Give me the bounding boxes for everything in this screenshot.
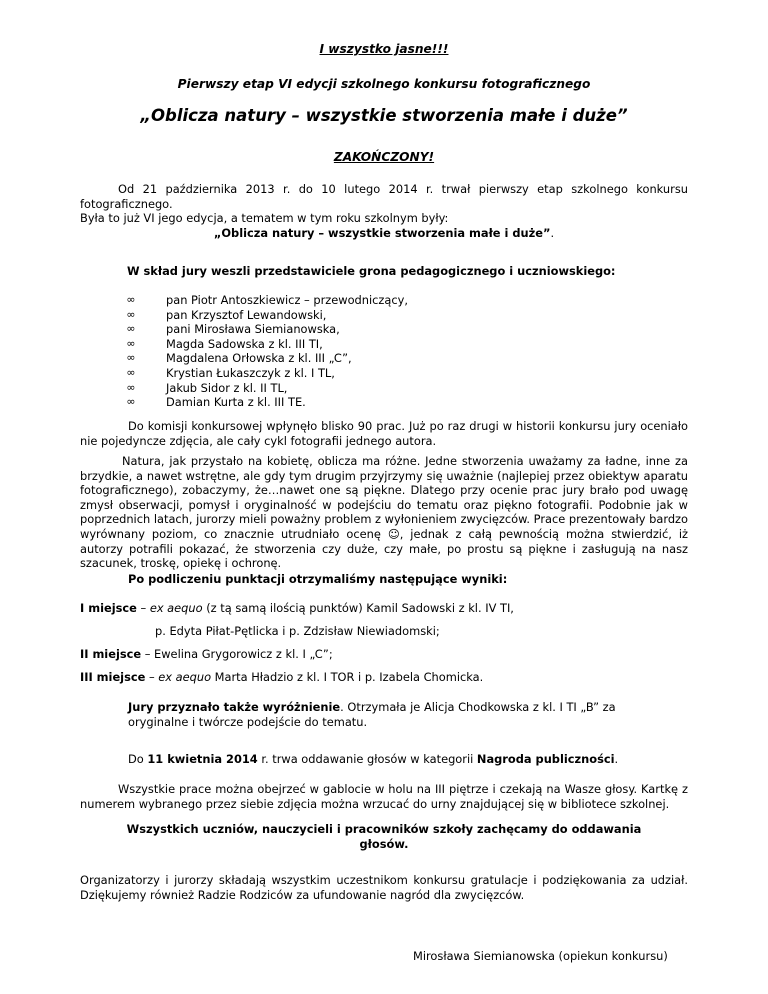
jury-member: ∞ pan Krzysztof Lewandowski, [126, 307, 327, 322]
edition-text: Była to już VI jego edycja, a tematem w tym roku szkolnym były: [80, 211, 449, 225]
intro-paragraph: Od 21 października 2013 r. do 10 lutego 2014 r. trwał pierwszy etap szkolnego konkursu fotograficznego. [80, 182, 688, 211]
doc-subtitle: Pierwszy etap VI edycji szkolnego konkursu fotograficznego [177, 77, 591, 91]
ex-aequo-label: ex aequo [158, 670, 212, 684]
doc-title: I wszystko jasne!!! [319, 42, 449, 56]
gallery-paragraph: Wszystkie prace można obejrzeć w gablocie w holu na III piętrze i czekają na Wasze głosy. Kartkę z numerem wybranego przez siebie zdjęcia można wrzucać do urny znajdującej się w bibliotece szkolnej. [80, 782, 688, 811]
jury-member: ∞ Jakub Sidor z kl. II TL, [126, 380, 288, 395]
ex-aequo-label: ex aequo [149, 601, 203, 615]
theme-line [80, 226, 688, 241]
infinity-bullet-icon: ∞ [126, 395, 136, 409]
first-place-label: I miejsce [80, 601, 137, 615]
jury-member: ∞ Krystian Łukaszczyk z kl. I TL, [126, 365, 335, 380]
nature-paragraph: Natura, jak przystało na kobietę, oblicza ma różne. Jedne stworzenia uważamy za ładne, inne za brzydkie, a nawet wstrętne, ale gdy tym drugim przyjrzymy się uważnie (najlepiej przez obiektyw aparatu fotograficznego), zobaczymy, że…nawet one są piękne. Dlatego przy ocenie prac jury brało pod uwagę zmysł obserwacji, pomysł i oryginalność w podejściu do tematu oraz piękno fotografii. Podobnie jak w poprzednich latach, jurorzy mieli poważny problem z wyłonieniem zwycięzców. Prace prezentowały bardzo wyrównany poziom, co znacznie utrudniało ocenę ☺, jednak z całą pewnością można stwierdzić, iż autorzy potrafili pokazać, że stworzenia czy duże, czy małe, po prostu są piękne i zasługują na nasz szacunek, troskę, opiekę i ochronę. [80, 454, 688, 571]
jury-member: ∞ Damian Kurta z kl. III TE. [126, 395, 306, 410]
theme-text: „Oblicza natury – wszystkie stworzenia małe i duże” [213, 226, 551, 240]
status-heading: ZAKOŃCZONY! [333, 150, 435, 164]
contest-theme-heading: „Oblicza natury – wszystkie stworzenia małe i duże” [140, 106, 628, 125]
second-place-line: II miejsce – Ewelina Grygorowicz z kl. I „C”; [80, 647, 333, 661]
infinity-bullet-icon: ∞ [126, 336, 136, 350]
third-place-line: III miejsce – ex aequo Marta Hładzio z kl. I TOR i p. Izabela Chomicka. [80, 670, 484, 684]
first-place-line: I miejsce – ex aequo (z tą samą ilością punktów) Kamil Sadowski z kl. IV TI, [80, 601, 514, 615]
second-place-label: II miejsce [80, 647, 142, 661]
vote-deadline: 11 kwietnia 2014 [147, 752, 258, 766]
infinity-bullet-icon: ∞ [126, 380, 136, 394]
jury-member: ∞ Magdalena Orłowska z kl. III „C”, [126, 351, 352, 366]
jury-heading: W skład jury weszli przedstawiciele grona pedagogicznego i uczniowskiego: [127, 264, 616, 278]
closing-paragraph: Organizatorzy i jurorzy składają wszystkim uczestnikom konkursu gratulacje i podziękowania za udział. Dziękujemy również Radzie Rodziców za ufundowanie nagród dla zwycięzców. [80, 873, 688, 902]
vote-paragraph: Do 11 kwietnia 2014 r. trwa oddawanie głosów w kategorii Nagroda publiczności. [128, 752, 619, 766]
vote-category: Nagroda publiczności [476, 752, 615, 766]
results-heading: Po podliczeniu punktacji otrzymaliśmy następujące wyniki: [128, 572, 508, 586]
infinity-bullet-icon: ∞ [126, 322, 136, 336]
jury-member: ∞ Magda Sadowska z kl. III TI, [126, 336, 323, 351]
submissions-paragraph: Do komisji konkursowej wpłynęło blisko 90 prac. Już po raz drugi w historii konkursu jury oceniało nie pojedyncze zdjęcia, ale cały cykl fotografii jednego autora. [80, 419, 688, 448]
signature: Mirosława Siemianowska (opiekun konkursu) [413, 949, 668, 963]
third-place-label: III miejsce [80, 670, 146, 684]
first-place-line-2: p. Edyta Piłat-Pętlicka i p. Zdzisław Niewiadomski; [155, 624, 440, 638]
infinity-bullet-icon: ∞ [126, 365, 136, 379]
distinction-bold: Jury przyznało także wyróżnienie [128, 700, 341, 714]
jury-member: ∞ pani Mirosława Siemianowska, [126, 322, 340, 337]
distinction-paragraph: Jury przyznało także wyróżnienie. Otrzymała je Alicja Chodkowska z kl. I TI „B” za oryginalne i twórcze podejście do tematu. [128, 700, 616, 729]
theme-period: . [550, 226, 555, 240]
jury-member: ∞ pan Piotr Antoszkiewicz – przewodniczący, [126, 293, 409, 307]
infinity-bullet-icon: ∞ [126, 307, 136, 321]
jury-list [126, 293, 646, 410]
infinity-bullet-icon: ∞ [126, 351, 136, 365]
infinity-bullet-icon: ∞ [126, 293, 136, 306]
call-to-vote: Wszystkich uczniów, nauczycieli i pracowników szkoły zachęcamy do oddawania głosów. [126, 822, 642, 851]
